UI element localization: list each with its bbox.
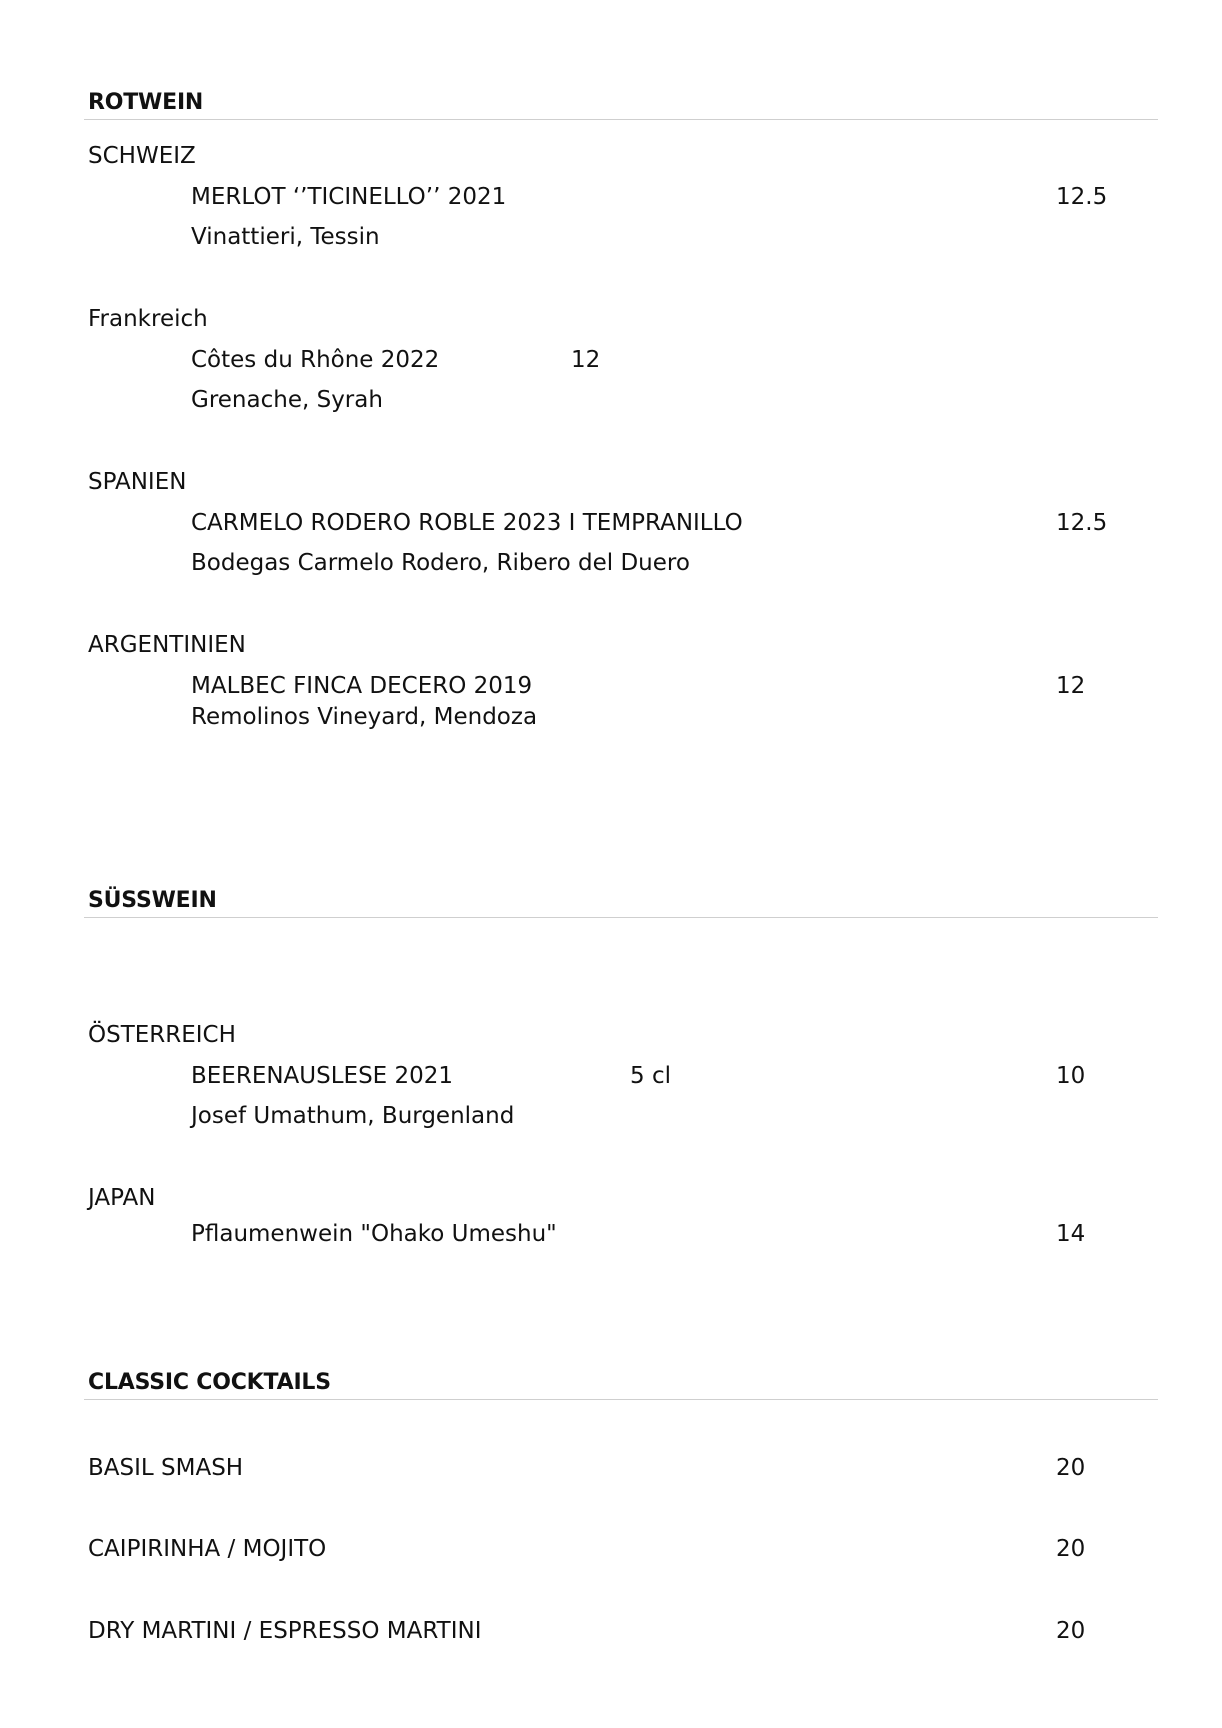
country-argentinien: ARGENTINIEN	[88, 632, 246, 658]
section-title-cocktails: CLASSIC COCKTAILS	[88, 1370, 331, 1395]
wine-price: 12.5	[1056, 510, 1108, 536]
wine-price: 14	[1056, 1221, 1086, 1247]
wine-name: Pflaumenwein "Ohako Umeshu"	[191, 1221, 557, 1247]
cocktail-price: 20	[1056, 1536, 1086, 1562]
wine-producer: Grenache, Syrah	[191, 387, 383, 413]
wine-name: BEERENAUSLESE 2021	[191, 1063, 454, 1089]
wine-producer: Remolinos Vineyard, Mendoza	[191, 704, 538, 730]
country-oesterreich: ÖSTERREICH	[88, 1022, 236, 1048]
wine-price: 10	[1056, 1063, 1086, 1089]
cocktail-price: 20	[1056, 1618, 1086, 1644]
cocktail-name: BASIL SMASH	[88, 1455, 244, 1481]
wine-name: MALBEC FINCA DECERO 2019	[191, 673, 533, 699]
wine-name: Côtes du Rhône 2022	[191, 347, 440, 373]
wine-producer: Bodegas Carmelo Rodero, Ribero del Duero	[191, 550, 690, 576]
country-spanien: SPANIEN	[88, 469, 187, 495]
section-title-rotwein: ROTWEIN	[88, 90, 204, 115]
section-divider	[84, 917, 1158, 918]
section-divider	[84, 1399, 1158, 1400]
cocktail-price: 20	[1056, 1455, 1086, 1481]
wine-producer: Vinattieri, Tessin	[191, 224, 380, 250]
wine-name: CARMELO RODERO ROBLE 2023 I TEMPRANILLO	[191, 510, 743, 536]
cocktail-name: CAIPIRINHA / MOJITO	[88, 1536, 327, 1562]
country-frankreich: Frankreich	[88, 306, 208, 332]
section-title-suesswein: SÜSSWEIN	[88, 888, 217, 913]
wine-price: 12	[1056, 673, 1086, 699]
country-schweiz: SCHWEIZ	[88, 143, 196, 169]
wine-price: 12.5	[1056, 184, 1108, 210]
section-divider	[84, 119, 1158, 120]
wine-producer: Josef Umathum, Burgenland	[191, 1103, 515, 1129]
country-japan: JAPAN	[88, 1185, 156, 1211]
wine-volume: 5 cl	[630, 1063, 671, 1089]
wine-name: MERLOT ‘’TICINELLO’’ 2021	[191, 184, 507, 210]
wine-price: 12	[571, 347, 601, 373]
cocktail-name: DRY MARTINI / ESPRESSO MARTINI	[88, 1618, 482, 1644]
